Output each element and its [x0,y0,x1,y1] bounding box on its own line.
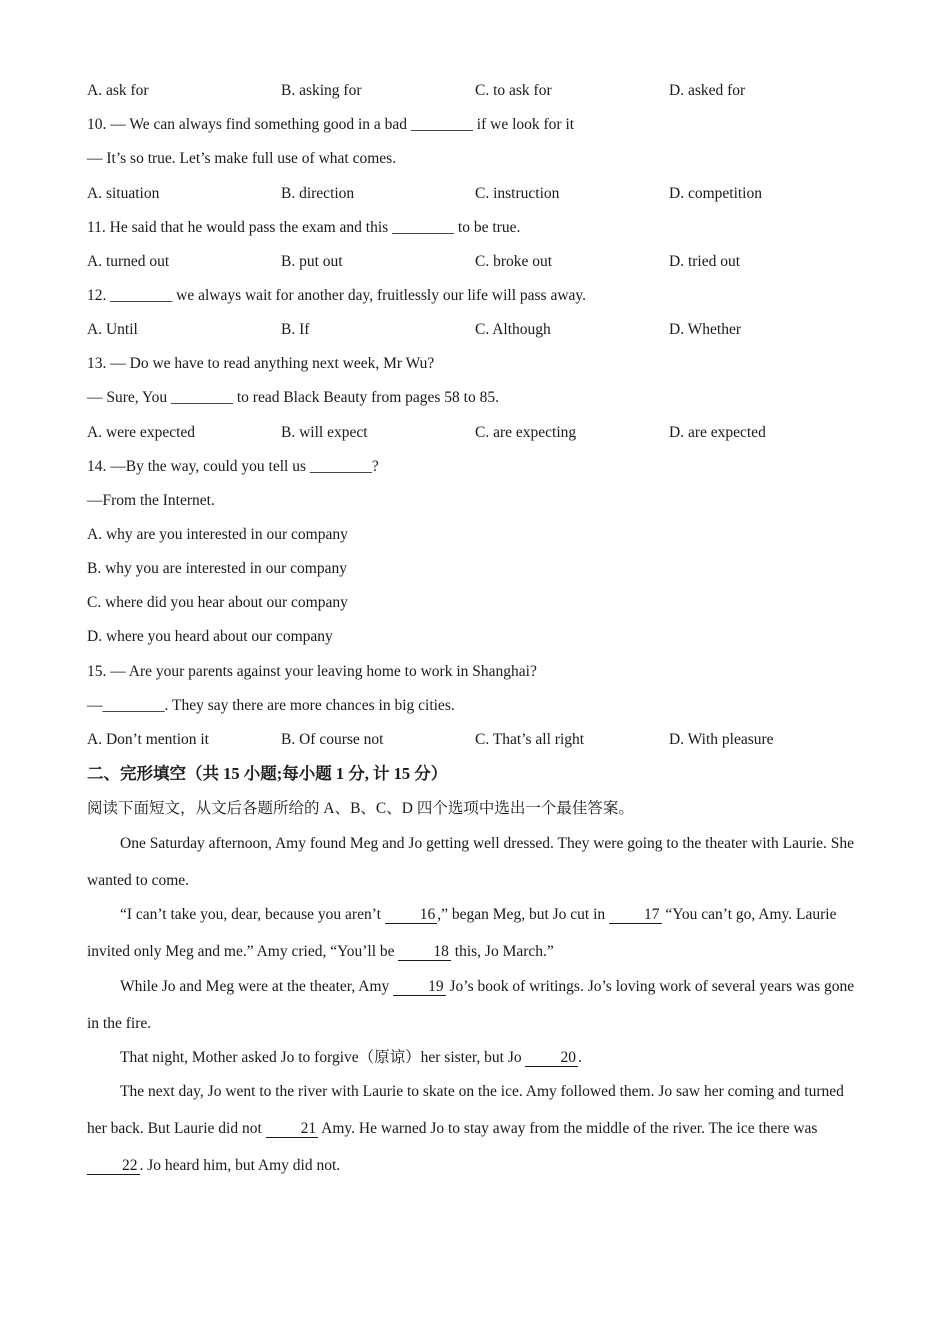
passage-text: While Jo and Meg were at the theater, Amy [120,978,394,995]
q10-option-a: A. situation [87,185,160,202]
q15-option-b: B. Of course not [281,731,384,748]
blank-21: 21 [266,1120,319,1138]
q15-reply: —________. They say there are more chances in big cities. [87,697,455,714]
q10-option-b: B. direction [281,185,355,202]
q13-option-a: A. were expected [87,424,196,441]
q9-option-a: A. ask for [87,82,149,99]
blank-16: 16 [385,906,438,924]
q10-option-c: C. instruction [475,185,560,202]
q14-stem: 14. —By the way, could you tell us ________? [87,458,379,475]
q9-options [87,81,867,101]
q10-options [87,184,867,204]
passage-paragraph-3 [87,968,862,1042]
passage-text: this, Jo March.” [450,943,554,960]
q13-stem: 13. — Do we have to read anything next week, Mr Wu? [87,355,435,372]
blank-18: 18 [398,943,451,961]
q9-option-d: D. asked for [669,82,746,99]
q13-reply: — Sure, You ________ to read Black Beauty from pages 58 to 85. [87,389,499,406]
passage-paragraph-1: One Saturday afternoon, Amy found Meg and Jo getting well dressed. They were going to the theater with Laurie. She wanted to come. [87,835,855,889]
q15-option-a: A. Don’t mention it [87,731,209,748]
q13-option-d: D. are expected [669,424,766,441]
q12-stem: 12. ________ we always wait for another day, fruitlessly our life will pass away. [87,287,587,304]
passage-text: . [577,1049,582,1066]
blank-22: 22 [87,1157,140,1175]
passage-text: “I can’t take you, dear, because you aren’t [120,906,385,923]
passage-paragraph-4 [87,1039,862,1076]
blank-17: 17 [609,906,662,924]
passage-paragraph-2 [87,896,862,970]
q11-stem: 11. He said that he would pass the exam and this ________ to be true. [87,219,521,236]
q10-option-d: D. competition [669,185,762,202]
passage-paragraph-5 [87,1073,862,1184]
passage-text: Amy. He warned Jo to stay away from the middle of the river. The ice there was [318,1120,818,1137]
q12-option-d: D. Whether [669,321,742,338]
blank-20: 20 [525,1049,578,1067]
q11-option-d: D. tried out [669,253,741,270]
passage-text: ,” began Meg, but Jo cut in [437,906,610,923]
q10-reply: — It’s so true. Let’s make full use of what comes. [87,150,397,167]
q12-option-a: A. Until [87,321,138,338]
q12-option-b: B. If [281,321,310,338]
q15-stem: 15. — Are your parents against your leaving home to work in Shanghai? [87,663,537,680]
q15-option-d: D. With pleasure [669,731,774,748]
q13-option-c: C. are expecting [475,424,577,441]
q11-option-a: A. turned out [87,253,170,270]
passage-text: Jo’s book of writings. Jo’s loving work of several years was gone in the fire. [87,978,855,1032]
q14-option-c: C. where did you hear about our company [87,594,348,611]
q9-option-b: B. asking for [281,82,362,99]
blank-19: 19 [393,978,446,996]
section-heading: 二、完形填空（共 15 小题;每小题 1 分, 计 15 分） [87,764,448,783]
q11-option-b: B. put out [281,253,343,270]
q14-option-a: A. why are you interested in our company [87,526,348,543]
passage-text: . Jo heard him, but Amy did not. [139,1157,341,1174]
q13-option-b: B. will expect [281,424,368,441]
q11-options [87,252,867,272]
q14-reply: —From the Internet. [87,492,215,509]
q14-option-b: B. why you are interested in our company [87,560,347,577]
q15-option-c: C. That’s all right [475,731,585,748]
passage-text: “You can’t go, Amy. Laurie invited only Meg and me.” Amy cried, “You’ll be [87,906,837,960]
q10-stem: 10. — We can always find something good in a bad ________ if we look for it [87,116,575,133]
q12-option-c: C. Although [475,321,551,338]
passage-text: That night, Mother asked Jo to forgive（原谅）her sister, but Jo [120,1049,526,1066]
q12-options [87,320,867,340]
q11-option-c: C. broke out [475,253,553,270]
q13-options [87,423,867,443]
passage-text: The next day, Jo went to the river with Laurie to skate on the ice. Amy followed them. Jo saw her coming and turned her back. But Laurie did not [87,1083,844,1137]
q9-option-c: C. to ask for [475,82,552,99]
q15-options [87,730,867,750]
section-instruction: 阅读下面短文，从文后各题所给的 A、B、C、D 四个选项中选出一个最佳答案。 [87,800,634,817]
q14-option-d: D. where you heard about our company [87,628,333,645]
